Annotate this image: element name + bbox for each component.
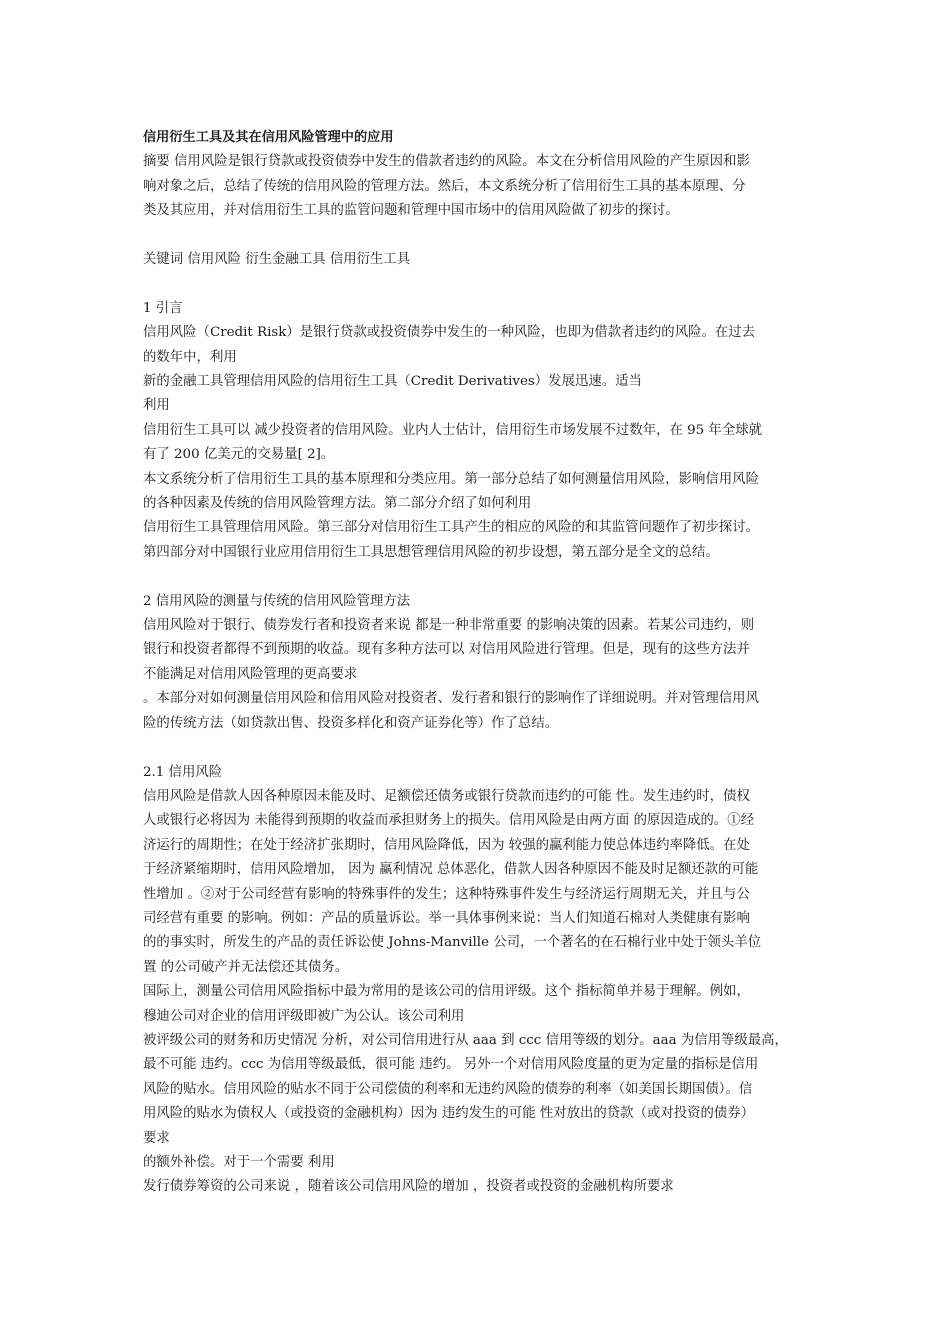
paragraph-line: 第四部分对中国银行业应用信用衍生工具思想管理信用风险的初步设想，第五部分是全文的总结。 xyxy=(143,544,719,560)
paragraph-line: 发行债券筹资的公司来说 ，随着该公司信用风险的增加 ，投资者或投资的金融机构所要求 xyxy=(143,1179,674,1195)
paragraph-line: 国际上，测量公司信用风险指标中最为常用的是该公司的信用评级。这个 指标简单并易于理解。例如， xyxy=(143,984,750,1000)
paragraph-line: 置 的公司破产并无法偿还其债务。 xyxy=(143,959,349,975)
paragraph-line: 信用衍生工具管理信用风险。第三部分对信用衍生工具产生的相应的风险的和其监管问题作了初步探讨。 xyxy=(143,520,759,536)
paragraph-line: 信用风险（Credit Risk）是银行贷款或投资债券中发生的一种风险，也即为借款者违约的风险。在过去 xyxy=(143,325,756,341)
section-heading: 2 信用风险的测量与传统的信用风险管理方法 xyxy=(143,593,411,609)
paragraph-line: 司经营有重要 的影响。例如：产品的质量诉讼。举一具体事例来说：当人们知道石棉对人类健康有影响 xyxy=(143,910,750,926)
paragraph-line: 被评级公司的财务和历史情况 分析，对公司信用进行从 aaa 到 ccc 信用等级的划分。aaa 为信用等级最高， xyxy=(143,1032,788,1048)
paragraph-line: 不能满足对信用风险管理的更高要求 xyxy=(143,666,358,682)
section-credit-risk-measurement xyxy=(143,590,813,736)
paragraph-line: 信用衍生工具可以 减少投资者的信用风险。业内人士估计，信用衍生市场发展不过数年，在 95 年全球就 xyxy=(143,422,762,438)
abstract-line: 响对象之后，总结了传统的信用风险的管理方法。然后，本文系统分析了信用衍生工具的基本原理、分 xyxy=(143,178,746,194)
abstract-line: 摘要 信用风险是银行贷款或投资债券中发生的借款者违约的风险。本文在分析信用风险的产生原因和影 xyxy=(143,154,750,170)
paragraph-line: 有了 200 亿美元的交易量[ 2]。 xyxy=(143,447,335,463)
paragraph-line: 济运行的周期性；在处于经济扩张期时，信用风险降低，因为 较强的赢利能力使总体违约率降低。在处 xyxy=(143,837,750,853)
paragraph-line: 的数年中，利用 xyxy=(143,349,237,365)
abstract xyxy=(143,150,813,223)
paragraph-line: 风险的贴水。信用风险的贴水不同于公司偿债的利率和无违约风险的债券的利率（如美国长期国债）。信 xyxy=(143,1081,753,1097)
document-page xyxy=(143,126,813,1200)
document-title: 信用衍生工具及其在信用风险管理中的应用 xyxy=(143,130,394,145)
paragraph-line: 银行和投资者都得不到预期的收益。现有多种方法可以 对信用风险进行管理。但是，现有的这些方法并 xyxy=(143,642,750,658)
paragraph-line: 信用风险是借款人因各种原因未能及时、足额偿还债务或银行贷款而违约的可能 性。发生违约时，债权 xyxy=(143,788,750,804)
paragraph-line: 本文系统分析了信用衍生工具的基本原理和分类应用。第一部分总结了如何测量信用风险，影响信用风险 xyxy=(143,471,759,487)
section-heading: 2.1 信用风险 xyxy=(143,764,223,780)
paragraph-line: 。本部分对如何测量信用风险和信用风险对投资者、发行者和银行的影响作了详细说明。并对管理信用风 xyxy=(143,691,759,707)
paragraph-line: 的的事实时，所发生的产品的责任诉讼使 Johns-Manville 公司，一个著名的在石棉行业中处于领头羊位 xyxy=(143,935,762,951)
paragraph-line: 人或银行必将因为 未能得到预期的收益而承担财务上的损失。信用风险是由两方面 的原因造成的。①经 xyxy=(143,813,755,829)
paragraph-line: 要求 xyxy=(143,1130,170,1146)
paragraph-line: 利用 xyxy=(143,398,170,414)
abstract-line: 类及其应用，并对信用衍生工具的监管问题和管理中国市场中的信用风险做了初步的探讨。 xyxy=(143,203,679,219)
section-heading: 1 引言 xyxy=(143,300,183,316)
paragraph-line: 的额外补偿。对于一个需要 利用 xyxy=(143,1155,335,1170)
paragraph-line: 于经济紧缩期时，信用风险增加， 因为 赢利情况 总体恶化，借款人因各种原因不能及时足额还款的可能 xyxy=(143,862,759,878)
paragraph-line: 最不可能 违约。ccc 为信用等级最低，很可能 违约。 另外一个对信用风险度量的更为定量的指标是信用 xyxy=(143,1057,759,1073)
paragraph-line: 用风险的贴水为债权人（或投资的金融机构）因为 违约发生的可能 性对放出的贷款（或对投资的债券） xyxy=(143,1106,755,1122)
paragraph-line: 信用风险对于银行、债券发行者和投资者来说 都是一种非常重要 的影响决策的因素。若某公司违约，则 xyxy=(143,618,755,634)
paragraph-line: 险的传统方法（如贷款出售、投资多样化和资产证券化等）作了总结。 xyxy=(143,715,559,731)
paragraph-line: 的各种因素及传统的信用风险管理方法。第二部分介绍了如何利用 xyxy=(143,496,532,512)
paragraph-line: 新的金融工具管理信用风险的信用衍生工具（Credit Derivatives）发展迅速。适当 xyxy=(143,374,642,390)
keywords: 关键词 信用风险 衍生金融工具 信用衍生工具 xyxy=(143,252,411,268)
section-credit-risk xyxy=(143,761,813,1200)
paragraph-line: 穆迪公司对企业的信用评级即被广为公认。该公司利用 xyxy=(143,1008,465,1024)
paragraph-line: 性增加 。②对于公司经营有影响的特殊事件的发生；这种特殊事件发生与经济运行周期无关，并且与公 xyxy=(143,886,750,902)
section-introduction xyxy=(143,297,813,565)
